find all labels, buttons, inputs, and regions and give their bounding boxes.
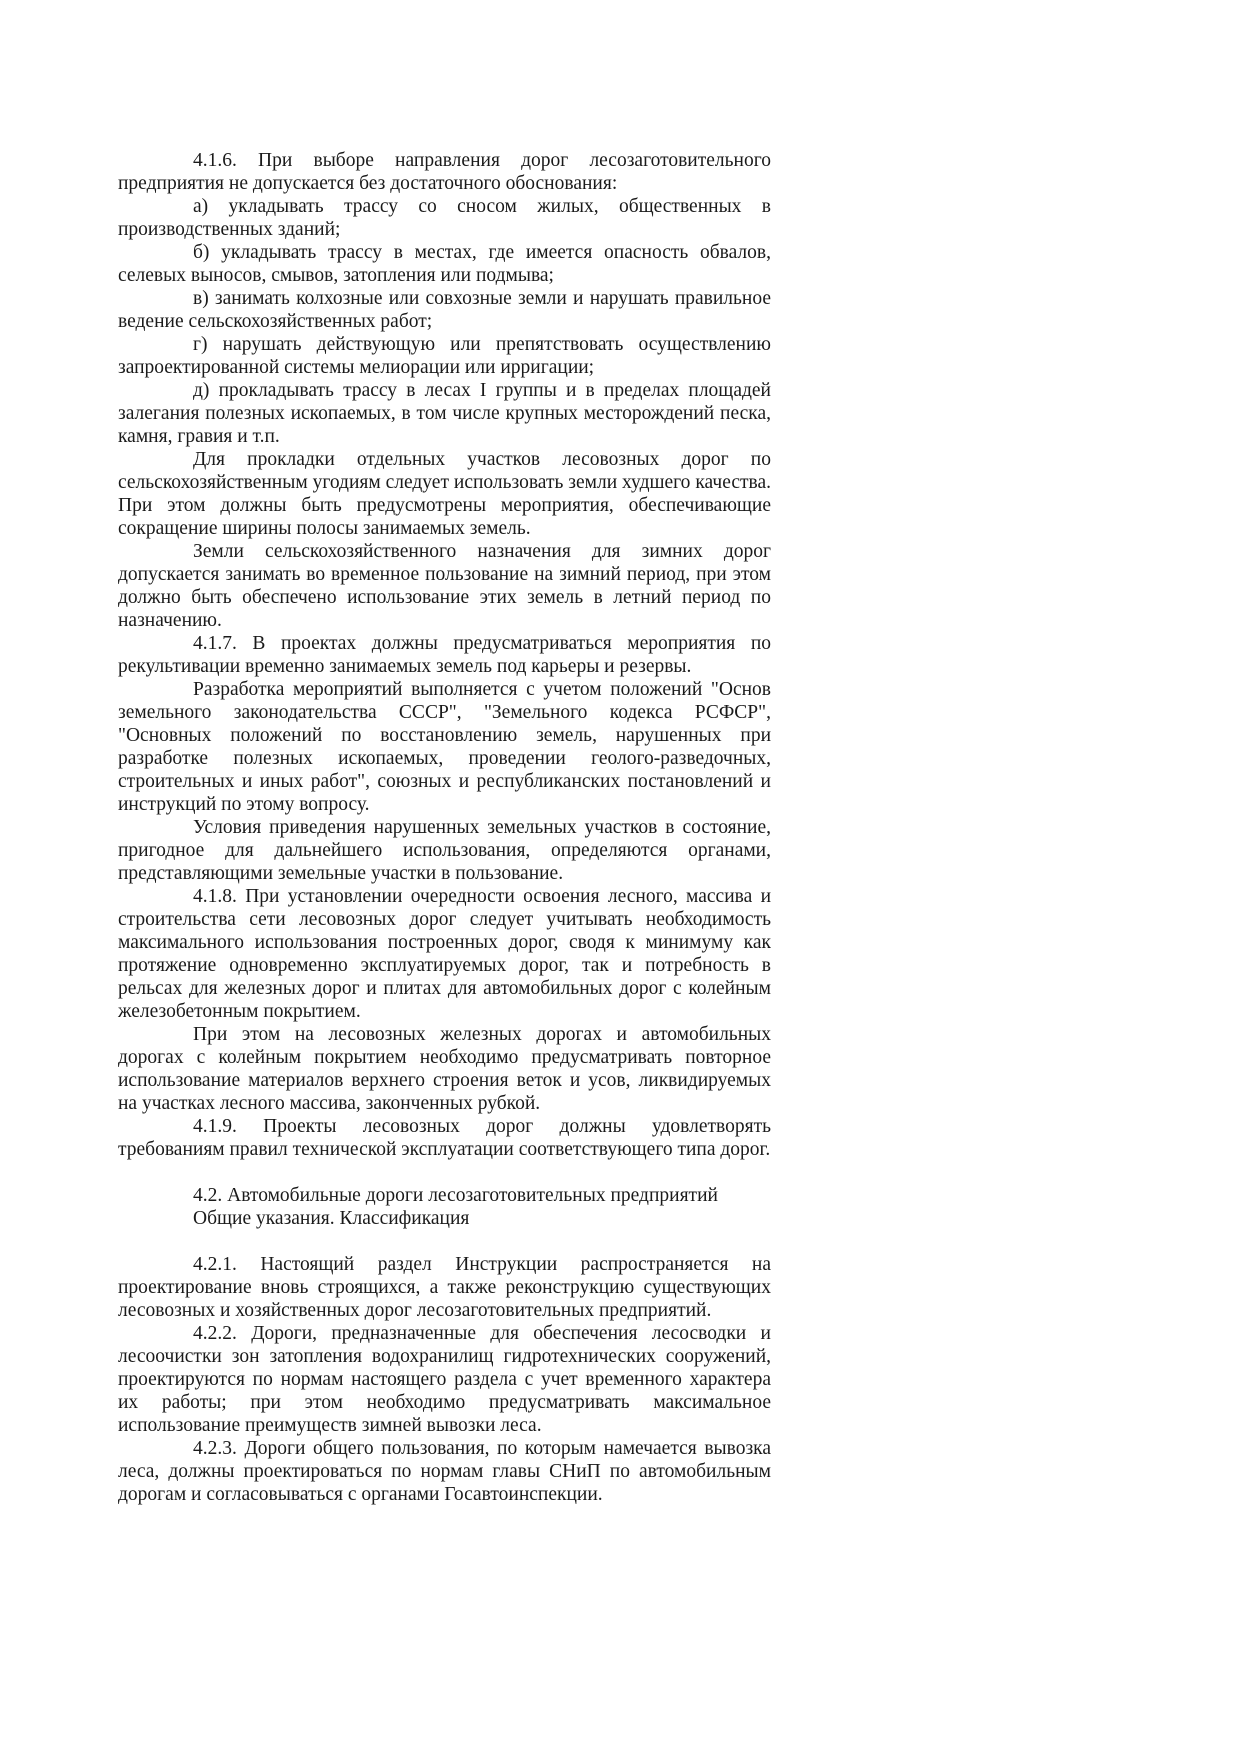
spacer (118, 1161, 771, 1184)
paragraph-item-g: г) нарушать действующую или препятствовать осуществлению запроектированной системы мелиорации или ирригации; (118, 334, 771, 378)
paragraph-item-d: д) прокладывать трассу в лесах I группы и в пределах площадей залегания полезных ископаемых, в том числе крупных месторождений песка, камня, гравия и т.п. (118, 380, 771, 447)
paragraph-4-1-9: 4.1.9. Проекты лесовозных дорог должны удовлетворять требованиям правил технической эксплуатации соответствующего типа дорог. (118, 1116, 771, 1160)
section-heading (118, 1184, 771, 1230)
paragraph-4-1-7: 4.1.7. В проектах должны предусматриваться мероприятия по рекультивации временно занимаемых земель под карьеры и резервы. (118, 633, 771, 677)
paragraph-winter-roads: Земли сельскохозяйственного назначения для зимних дорог допускается занимать во временное пользование на зимний период, при этом должно быть обеспечено использование этих земель в летний период по назначению. (118, 541, 771, 631)
paragraph-measures-development: Разработка мероприятий выполняется с учетом положений "Основ земельного законодательства СССР", "Земельного кодекса РСФСР", "Основных положений по восстановлению земель, нарушенных при разработке полезных ископаемых, проведении геолого-разведочных, строительных и иных работ", союзных и республиканских постановлений и инструкций по этому вопросу. (118, 679, 771, 815)
paragraph-item-b: б) укладывать трассу в местах, где имеется опасность обвалов, селевых выносов, смывов, затопления или подмыва; (118, 242, 771, 286)
paragraph-material-reuse: При этом на лесовозных железных дорогах и автомобильных дорогах с колейным покрытием необходимо предусматривать повторное использование материалов верхнего строения веток и усов, ликвидируемых на участках лесного массива, законченных рубкой. (118, 1024, 771, 1114)
paragraph-item-a: а) укладывать трассу со сносом жилых, общественных в производственных зданий; (118, 196, 771, 240)
paragraph-4-1-6: 4.1.6. При выборе направления дорог лесозаготовительного предприятия не допускается без достаточного обоснования: (118, 150, 771, 194)
paragraph-land-conditions: Условия приведения нарушенных земельных участков в состояние, пригодное для дальнейшего использования, определяются органами, представляющими земельные участки в пользование. (118, 817, 771, 884)
paragraph-4-1-8: 4.1.8. При установлении очередности освоения лесного, массива и строительства сети лесовозных дорог следует учитывать необходимость максимального использования построенных дорог, сводя к минимуму как протяжение одновременно эксплуатируемых дорог, так и потребность в рельсах для железных дорог и плитах для автомобильных дорог с колейным железобетонным покрытием. (118, 886, 771, 1022)
paragraph-4-2-2: 4.2.2. Дороги, предназначенные для обеспечения лесосводки и лесоочистки зон затопления водохранилищ гидротехнических сооружений, проектируются по нормам настоящего раздела с учет временного характера их работы; при этом необходимо предусматривать максимальное использование преимуществ зимней вывозки леса. (118, 1323, 771, 1436)
section-subtitle: Общие указания. Классификация (193, 1208, 470, 1229)
paragraph-agricultural-land: Для прокладки отдельных участков лесовозных дорог по сельскохозяйственным угодиям следует использовать земли худшего качества. При этом должны быть предусмотрены мероприятия, обеспечивающие сокращение ширины полосы занимаемых земель. (118, 449, 771, 539)
paragraph-4-2-3: 4.2.3. Дороги общего пользования, по которым намечается вывозка леса, должны проектироваться по нормам главы СНиП по автомобильным дорогам и согласовываться с органами Госавтоинспекции. (118, 1438, 771, 1505)
paragraph-item-v: в) занимать колхозные или совхозные земли и нарушать правильное ведение сельскохозяйственных работ; (118, 288, 771, 332)
document-body (118, 149, 771, 1506)
paragraph-4-2-1: 4.2.1. Настоящий раздел Инструкции распространяется на проектирование вновь строящихся, а также реконструкцию существующих лесовозных и хозяйственных дорог лесозаготовительных предприятий. (118, 1254, 771, 1321)
section-title: 4.2. Автомобильные дороги лесозаготовительных предприятий (193, 1185, 718, 1206)
spacer (118, 1230, 771, 1253)
